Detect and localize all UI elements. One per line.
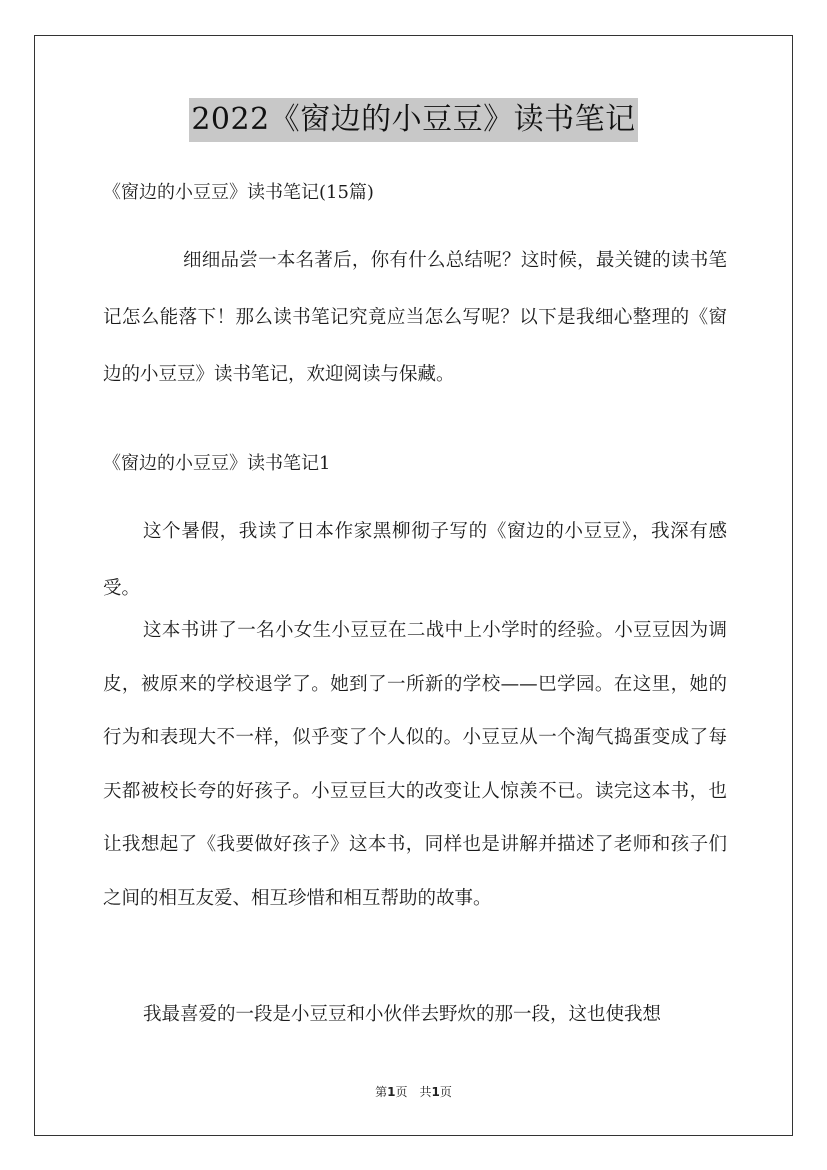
section-heading: 《窗边的小豆豆》读书笔记1 bbox=[103, 453, 331, 474]
page-footer bbox=[0, 1083, 827, 1100]
page-prefix: 第 bbox=[375, 1085, 388, 1099]
document-subtitle: 《窗边的小豆豆》读书笔记(15篇) bbox=[103, 182, 374, 203]
intro-paragraph: 细细品尝一本名著后，你有什么总结呢？这时候，最关键的读书笔记怎么能落下！那么读书笔记究竟应当怎么写呢？以下是我细心整理的《窗边的小豆豆》读书笔记，欢迎阅读与保藏。 bbox=[103, 250, 727, 385]
body-paragraph-1: 这个暑假，我读了日本作家黑柳彻子写的《窗边的小豆豆》，我深有感受。 bbox=[103, 521, 727, 599]
document-title: 2022《窗边的小豆豆》读书笔记 bbox=[189, 98, 637, 142]
body-paragraph-3: 我最喜爱的一段是小豆豆和小伙伴去野炊的那一段，这也使我想 bbox=[143, 1004, 662, 1025]
body-paragraph-2: 这本书讲了一名小女生小豆豆在二战中上小学时的经验。小豆豆因为调皮，被原来的学校退学了。她到了一所新的学校——巴学园。在这里，她的行为和表现大不一样，似乎变了个人似的。小豆豆从一个淘气捣蛋变成了每天都被校长夸的好孩子。小豆豆巨大的改变让人惊羡不已。读完这本书，也让我想起了《我要做好孩子》这本书，同样也是讲解并描述了老师和孩子们之间的相互友爱、相互珍惜和相互帮助的故事。 bbox=[103, 620, 727, 909]
page-number: 1 bbox=[387, 1085, 396, 1099]
total-suffix: 页 bbox=[439, 1085, 452, 1099]
title-container bbox=[0, 98, 827, 142]
total-pages: 1 bbox=[431, 1085, 440, 1099]
total-prefix: 共 bbox=[419, 1085, 432, 1099]
page-suffix: 页 bbox=[395, 1085, 408, 1099]
